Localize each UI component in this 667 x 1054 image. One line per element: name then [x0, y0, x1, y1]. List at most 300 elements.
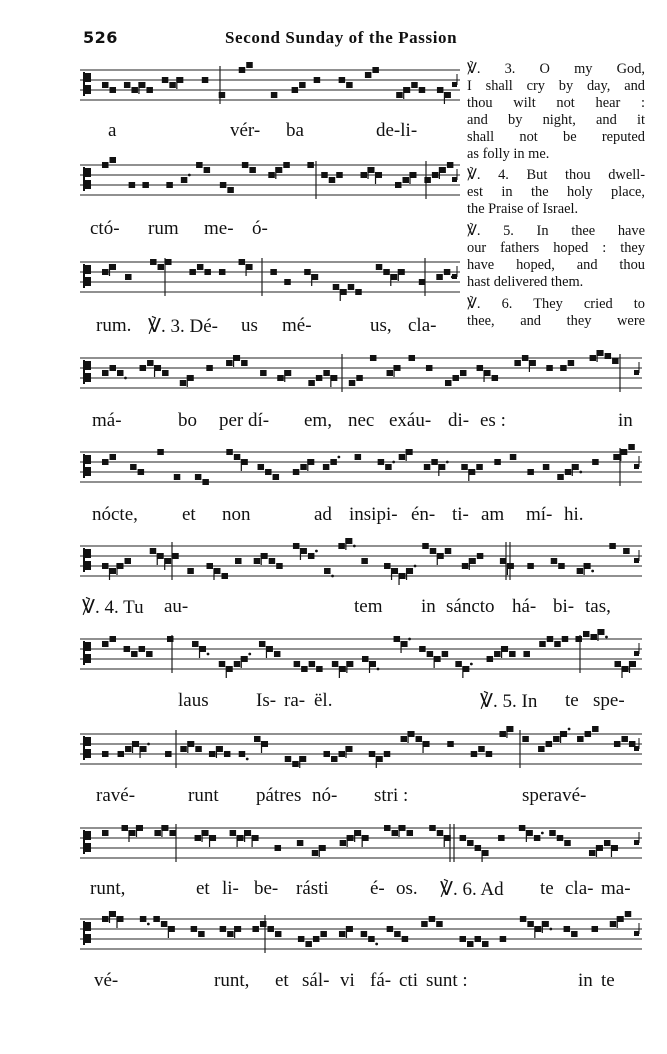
neume-square [430, 548, 437, 554]
syllable: hi. [564, 504, 584, 525]
neume-square [484, 370, 491, 376]
syllable: es : [480, 410, 506, 431]
syllable: in [578, 970, 593, 991]
neume-square [347, 661, 354, 667]
neume-square [312, 274, 319, 280]
neume-square [424, 464, 431, 470]
neume-square [401, 736, 408, 742]
neume-square [564, 926, 571, 932]
neume-square [402, 936, 409, 942]
page-header [0, 28, 667, 50]
neume-square [562, 636, 569, 642]
neume-square [110, 157, 117, 163]
syllable: vi [340, 970, 355, 991]
neume-square [384, 825, 391, 831]
neume-square [395, 182, 402, 188]
neume-square [187, 568, 194, 574]
neume-square [262, 741, 269, 747]
neume-square [102, 830, 109, 836]
staff-system-6 [80, 534, 642, 590]
neume-square [535, 926, 542, 932]
neume-square [293, 469, 300, 475]
neume-square [461, 464, 468, 470]
neume-square [283, 162, 290, 168]
neume-square [455, 661, 462, 667]
neume-square [378, 459, 385, 465]
neume-square [254, 736, 261, 742]
neume-square [165, 259, 172, 265]
neume-square [444, 835, 451, 841]
neume-square [376, 172, 383, 178]
neume-square [245, 830, 252, 836]
neume-square [239, 67, 246, 73]
neume-square [102, 916, 109, 922]
neume-square [437, 830, 444, 836]
neume-square [195, 474, 202, 480]
versicle-6-start: ℣. 6. Ad [440, 879, 504, 900]
neume-square [585, 731, 592, 737]
neume-square [492, 375, 499, 381]
neume-square [124, 646, 131, 652]
neume-square [219, 92, 226, 98]
neume-square [346, 746, 353, 752]
syllable: insipi- [349, 504, 398, 525]
neume-square [384, 563, 391, 569]
neume-square [416, 736, 423, 742]
neume-square [214, 568, 221, 574]
neume-square [401, 641, 408, 647]
neume-square [202, 77, 209, 83]
neume-square [209, 751, 216, 757]
neume-square [407, 568, 414, 574]
syllable: ra- [284, 690, 306, 711]
neume-square [121, 825, 128, 831]
neume-square [365, 72, 372, 78]
neume-square [125, 746, 132, 752]
neume-square [406, 449, 413, 455]
neume-square [396, 92, 403, 98]
neume-square [124, 82, 130, 88]
neume-square [241, 656, 248, 662]
staff-system-2 [80, 153, 460, 209]
syllable: há- [512, 596, 537, 617]
versicle-3-start: ℣. 3. Dé- [148, 316, 218, 337]
neume-square [614, 741, 621, 747]
syllable: ël. [314, 690, 333, 711]
syllable: ba [286, 120, 304, 141]
neume-square [312, 850, 319, 856]
neume-square [477, 365, 484, 371]
neume-square [625, 911, 632, 917]
neume-square [547, 636, 554, 642]
neume-square [482, 850, 489, 856]
neume-square [230, 830, 237, 836]
neume-square [168, 926, 175, 932]
neume-square [460, 936, 467, 942]
neume-square [285, 370, 292, 376]
neume-square [200, 646, 207, 652]
translation-verse-4 [467, 167, 645, 218]
neume-square [130, 464, 137, 470]
neume-square [138, 469, 145, 475]
neume-square [235, 926, 242, 932]
neume-square [313, 936, 320, 942]
neume-square [234, 355, 241, 361]
neume-square [385, 464, 392, 470]
neume-square [239, 259, 246, 265]
neume-square [577, 568, 584, 574]
syllable: di- [448, 410, 470, 431]
neume-square [191, 926, 198, 932]
staff-system-10 [80, 907, 642, 963]
neume-square [125, 558, 132, 564]
syllable: us [241, 315, 258, 336]
neume-square [437, 553, 444, 559]
neume-square [494, 459, 501, 465]
neume-square [285, 756, 292, 762]
neume-square [227, 931, 234, 937]
neume-square [539, 641, 546, 647]
neume-square [146, 651, 153, 657]
neume-square [422, 543, 429, 549]
neume-square [445, 380, 452, 386]
neume-square [346, 926, 353, 932]
neumes [102, 726, 639, 768]
neume-square [436, 921, 443, 927]
staff-system-8 [80, 722, 642, 778]
neume-square [494, 651, 501, 657]
neume-square [424, 177, 431, 183]
neume-square [177, 77, 184, 83]
syllable: speravé- [522, 785, 587, 806]
syllable: nócte, [92, 504, 138, 525]
neume-square [252, 926, 259, 932]
neume-square [294, 661, 301, 667]
c-clef-icon [83, 641, 91, 665]
neume-square [158, 264, 165, 270]
neume-square [329, 177, 336, 183]
neume-square [507, 563, 514, 569]
neume-square [265, 469, 272, 475]
neume-square [316, 375, 323, 381]
neume-square [314, 77, 321, 83]
neume-square [157, 553, 164, 559]
neume-square [362, 835, 369, 841]
versicle-5-start: ℣. 5. In [480, 691, 538, 712]
neume-square [475, 936, 482, 942]
neume-square [444, 269, 451, 275]
neume-square [234, 661, 241, 667]
c-clef-icon [83, 921, 91, 945]
neume-square [110, 365, 117, 371]
neume-square [239, 751, 246, 757]
neume-square [275, 931, 282, 937]
neume-square [349, 380, 356, 386]
syllable: ravé- [96, 785, 136, 806]
neume-square [110, 911, 117, 917]
neume-square [284, 279, 291, 285]
neume-square [399, 454, 406, 460]
syllable: pátres [256, 785, 302, 806]
neume-square [538, 746, 545, 752]
neume-square [460, 370, 467, 376]
text-line: ℣. 3. O my God, [467, 61, 645, 77]
neume-square [131, 651, 138, 657]
syllable: me- [204, 218, 234, 239]
syllable: runt, [90, 878, 126, 899]
translation-verse-6 [467, 296, 645, 330]
neume-square [102, 751, 109, 757]
neume-square [331, 756, 338, 762]
neume-square [174, 474, 181, 480]
neume-square [590, 355, 597, 361]
neumes [102, 825, 639, 862]
text-line: hast delivered them. [467, 273, 584, 290]
syllable: et [182, 504, 196, 525]
neume-square [392, 830, 399, 836]
neume-square [463, 666, 470, 672]
neume-square [623, 548, 630, 554]
syllable: os. [396, 878, 418, 899]
neume-square [387, 926, 394, 932]
neume-square [226, 360, 233, 366]
neume-square [543, 464, 550, 470]
syllable: mí- [526, 504, 553, 525]
neume-square [192, 641, 199, 647]
neume-square [316, 666, 323, 672]
neume-square [293, 543, 300, 549]
neume-square [210, 835, 217, 841]
neume-square [110, 636, 117, 642]
neume-square [197, 264, 204, 270]
neume-square [611, 845, 618, 851]
neume-square [437, 87, 444, 93]
neume-square [131, 87, 138, 93]
neume-square [387, 370, 394, 376]
neume-square [196, 162, 203, 168]
syllable: cti [399, 970, 418, 991]
neume-square [339, 931, 346, 937]
neume-square [324, 568, 331, 574]
neume-square [308, 380, 315, 386]
text-line: ℣. 6. They cried to [467, 295, 645, 312]
neume-square [246, 264, 253, 270]
neume-square [411, 82, 418, 88]
neume-square [598, 629, 605, 635]
text-line: ℣. 4. But thou dwell- [467, 167, 645, 184]
neume-square [610, 921, 617, 927]
neume-square [169, 830, 176, 836]
neume-square [204, 167, 211, 173]
neume-square [206, 563, 213, 569]
neume-square [333, 284, 340, 290]
neume-square [398, 269, 405, 275]
neume-square [391, 274, 398, 280]
neume-square [361, 931, 368, 937]
neume-square [102, 459, 109, 465]
syllable: te [565, 690, 579, 711]
neume-square [125, 274, 132, 280]
syllable: us, [370, 315, 392, 336]
c-clef-icon [83, 72, 91, 96]
neume-square [260, 921, 267, 927]
neume-square [110, 264, 117, 270]
neume-square [546, 741, 553, 747]
neume-square [301, 666, 308, 672]
neume-square [110, 87, 117, 93]
neume-square [507, 726, 514, 732]
syllable: sunt : [426, 970, 468, 991]
neume-square [219, 269, 226, 275]
neume-square [408, 731, 415, 737]
neume-square [150, 548, 157, 554]
staff-system-5 [80, 440, 642, 496]
neume-square [242, 162, 249, 168]
neume-square [226, 449, 233, 455]
neume-square [356, 375, 363, 381]
neume-square [254, 558, 261, 564]
text-line: the Praise of Israel. [467, 201, 579, 218]
neume-square [292, 87, 299, 93]
neume-square [154, 830, 161, 836]
neume-square [297, 840, 304, 846]
neume-square [630, 661, 637, 667]
neume-square [261, 553, 268, 559]
neume-square [102, 162, 109, 168]
neume-square [447, 162, 454, 168]
neume-square [346, 538, 353, 544]
neume-square [305, 941, 312, 947]
syllable: én- [411, 504, 436, 525]
syllable: rum. [96, 315, 132, 336]
neume-square [304, 269, 311, 275]
neume-square [323, 751, 330, 757]
staff-system-4 [80, 346, 642, 402]
syllable: laus [178, 690, 209, 711]
neume-square [372, 67, 379, 73]
text-line: shall not be reputed [467, 128, 645, 145]
neume-square [392, 568, 399, 574]
neume-square [410, 172, 417, 178]
neume-square [162, 370, 169, 376]
text-line: est in the holy place, [467, 184, 645, 201]
c-clef-icon [83, 736, 91, 760]
neume-square [361, 558, 368, 564]
staff-lines [80, 70, 460, 100]
neume-square [383, 269, 390, 275]
syllable: é- [370, 878, 385, 899]
neume-square [110, 568, 117, 574]
neume-square [181, 177, 188, 183]
syllable: in [421, 596, 436, 617]
neume-square [202, 479, 209, 485]
neume-square [514, 360, 521, 366]
neume-square [409, 355, 416, 361]
neume-square [500, 558, 507, 564]
neume-square [519, 825, 526, 831]
text-line: have hoped, and thou [467, 256, 645, 273]
staff-lines [80, 262, 460, 292]
neume-square [165, 558, 172, 564]
syllable: stri : [374, 785, 409, 806]
neume-square [423, 741, 430, 747]
neume-square [565, 469, 572, 475]
neume-square [275, 845, 282, 851]
neume-square [394, 636, 401, 642]
neume-square [527, 921, 534, 927]
neume-square [169, 82, 176, 88]
syllable: au- [164, 596, 189, 617]
syllable: et [196, 878, 210, 899]
text-line: thou wilt not hear : [467, 94, 645, 111]
neume-square [609, 543, 616, 549]
neume-square [476, 464, 483, 470]
neume-square [407, 830, 414, 836]
syllable: bi- [553, 596, 575, 617]
neume-square [421, 921, 428, 927]
neume-square [332, 661, 339, 667]
staff-system-3 [80, 250, 460, 306]
neume-square [394, 365, 401, 371]
neume-square [402, 177, 409, 183]
syllable: vé- [94, 970, 119, 991]
neume-square [502, 646, 509, 652]
neume-square [522, 355, 529, 361]
neume-square [146, 87, 153, 93]
neume-square [133, 741, 140, 747]
neume-square [419, 646, 426, 652]
text-line: and by night, and it [467, 111, 645, 128]
syllable: in [618, 410, 633, 431]
neume-square [557, 835, 564, 841]
neumes [102, 629, 639, 678]
neume-square [426, 365, 433, 371]
neume-square [339, 77, 346, 83]
neume-square [575, 636, 582, 642]
translation-verse-5 [467, 223, 645, 291]
neume-square [339, 666, 346, 672]
neume-square [467, 941, 474, 947]
syllable: rum [148, 218, 179, 239]
syllable: cla- [565, 878, 594, 899]
syllable: non [222, 504, 251, 525]
neume-square [102, 370, 109, 376]
syllable: Is- [256, 690, 277, 711]
syllable: vér- [230, 120, 261, 141]
neume-square [234, 454, 241, 460]
neume-square [274, 651, 281, 657]
neume-square [487, 656, 494, 662]
neume-square [117, 563, 124, 569]
neume-square [348, 284, 355, 290]
neume-square [187, 375, 194, 381]
neume-square [361, 172, 368, 178]
neume-square [499, 731, 506, 737]
neume-square [572, 464, 579, 470]
neume-square [527, 469, 534, 475]
neume-square [355, 830, 362, 836]
neume-square [617, 916, 624, 922]
neume-square [347, 835, 354, 841]
neume-square [241, 459, 248, 465]
neume-square [226, 666, 233, 672]
neume-square [110, 454, 117, 460]
neume-square [432, 172, 439, 178]
neume-square [155, 365, 162, 371]
neume-square [237, 835, 244, 841]
syllable: mé- [282, 315, 312, 336]
neume-square [560, 365, 567, 371]
